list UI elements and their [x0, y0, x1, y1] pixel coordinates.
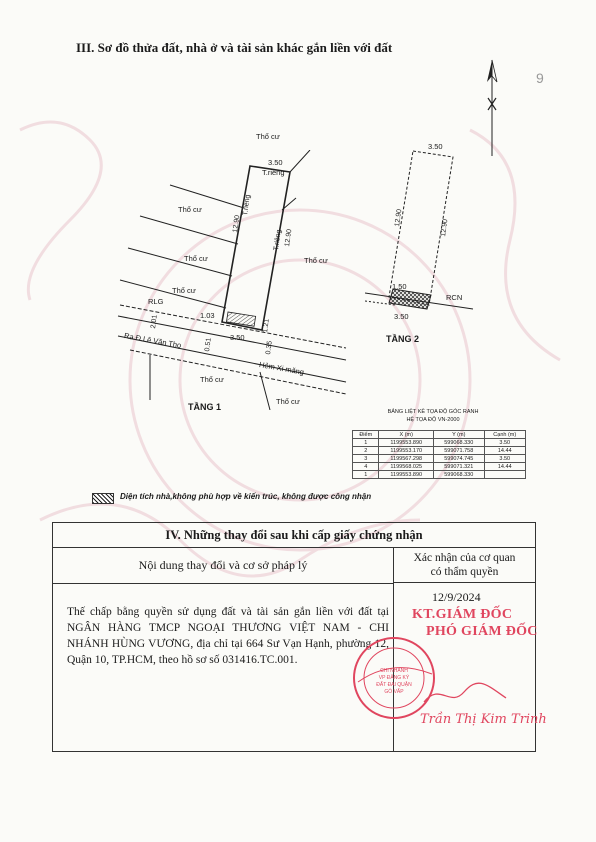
f2-dim-right-label: 12.90 — [440, 218, 450, 237]
position-title-line2: PHÓ GIÁM ĐỐC — [426, 624, 538, 639]
table-row — [353, 447, 526, 455]
confirmation-date: 12/9/2024 — [432, 590, 481, 604]
coord-cell: 599071.321 — [433, 463, 484, 471]
coord-table-title-line2: HỆ TỌA ĐỘ VN-2000 — [406, 417, 460, 423]
coord-table-header — [353, 431, 526, 439]
section-4-title: IV. Những thay đổi sau khi cấp giấy chứng nhận — [53, 523, 535, 548]
signer-name: Trần Thị Kim Trinh — [420, 712, 547, 727]
neighbor-bottom-right-label: Thổ cư — [276, 397, 300, 406]
section-3-title: III. Sơ đồ thửa đất, nhà ở và tài sản khác gắn liền với đất — [76, 40, 393, 55]
coord-cell: 599068.330 — [433, 439, 484, 447]
neighbor-left-3-label: Thổ cư — [172, 286, 196, 295]
f2-dim-bottom-label: 3.50 — [394, 312, 409, 321]
dim-0-51-label: 0.51 — [204, 337, 213, 352]
coord-header-cell: X (m) — [379, 431, 434, 439]
confirmation-column-header — [394, 547, 535, 583]
f2-dim-1-50-label: 1.50 — [392, 282, 407, 291]
floor2-label: TẦNG 2 — [386, 334, 420, 344]
table-row — [353, 471, 526, 479]
coord-cell: 3.50 — [484, 439, 525, 447]
stamp-text-line2: VP ĐĂNG KÝ — [378, 675, 410, 681]
stamp-text-line4: GÒ VẤP — [384, 689, 404, 695]
confirmation-header-line1: Xác nhận của cơ quan — [413, 552, 516, 564]
dim-1-03-label: 1.03 — [200, 311, 215, 320]
floor1-plot-diagram — [110, 150, 360, 410]
dim-0-35-label: 0.35 — [265, 340, 274, 355]
t-rieng-top-label: T.riêng — [262, 168, 285, 177]
coord-table-title — [368, 408, 498, 424]
coord-cell: 599071.758 — [433, 447, 484, 455]
coord-cell: 1199553.890 — [379, 471, 434, 479]
t-rieng-mid-label: T.riêng — [242, 194, 252, 216]
signature-mark — [420, 680, 510, 710]
neighbor-right-label: Thổ cư — [304, 256, 328, 265]
dim-bottom-label: 3.50 — [230, 333, 245, 342]
coord-cell: 3 — [353, 455, 379, 463]
coord-cell: 14.44 — [484, 447, 525, 455]
alley-label: Hẻm Xi măng — [258, 360, 305, 377]
coord-cell: 2 — [353, 447, 379, 455]
dim-left-label: 12.90 — [232, 214, 242, 233]
coord-header-cell: Cạnh (m) — [484, 431, 525, 439]
coord-table — [352, 430, 526, 479]
coord-cell: 14.44 — [484, 463, 525, 471]
rlg-label: RLG — [148, 297, 164, 306]
coord-cell: 1199567.298 — [379, 455, 434, 463]
stamp-text-line1: CHI NHÁNH — [380, 668, 408, 674]
street-label: Ra Đ.Lê Văn Thọ — [123, 331, 182, 350]
coord-cell: 1199553.170 — [379, 447, 434, 455]
dim-right-label: 12.90 — [284, 228, 294, 247]
dim-1-21-label: 1.21 — [262, 318, 271, 333]
coord-cell: 4 — [353, 463, 379, 471]
neighbor-bottom-left-label: Thổ cư — [200, 375, 224, 384]
changes-column-header: Nội dung thay đổi và cơ sở pháp lý — [53, 547, 394, 584]
floor1-label: TẦNG 1 — [188, 402, 222, 412]
coord-cell: 1199553.890 — [379, 439, 434, 447]
table-row — [353, 455, 526, 463]
north-arrow-icon — [480, 58, 504, 158]
t-rieng-right-label: T.riêng — [273, 229, 283, 251]
dim-2-01-label: 2.01 — [150, 314, 159, 329]
f2-dim-top-label: 3.50 — [428, 142, 443, 151]
table-row — [353, 439, 526, 447]
neighbor-left-1-label: Thổ cư — [178, 205, 202, 214]
coord-cell: 599074.745 — [433, 455, 484, 463]
coord-cell: 3.50 — [484, 455, 525, 463]
stamp-text-line3: ĐẤT ĐAI QUẬN — [376, 682, 412, 688]
coord-cell: 1 — [353, 439, 379, 447]
confirmation-header-line2: có thẩm quyền — [430, 566, 499, 578]
coord-cell: 1 — [353, 471, 379, 479]
coord-header-cell: Điểm — [353, 431, 379, 439]
f2-dim-left-label: 12.90 — [394, 208, 404, 227]
legend-text: Diện tích nhà,không phù hợp về kiến trúc, không được công nhận — [120, 492, 372, 501]
rcn-label: RCN — [446, 293, 463, 302]
neighbor-left-2-label: Thổ cư — [184, 254, 208, 263]
coord-header-cell: Y (m) — [433, 431, 484, 439]
legend-hatch-swatch — [92, 493, 114, 504]
coord-cell: 599068.330 — [433, 471, 484, 479]
coord-table-title-line1: BẢNG LIỆT KÊ TỌA ĐỘ GÓC RANH — [387, 409, 479, 415]
coord-cell — [484, 471, 525, 479]
table-row — [353, 463, 526, 471]
change-content-text: Thế chấp bằng quyền sử dụng đất và tài sản gắn liền với đất tại NGÂN HÀNG TMCP NGOẠI THƯƠNG VIỆT NAM - CHI NHÁNH HÙNG VƯƠNG, địa chỉ tại 664 Sư Vạn Hạnh, phường 12, Quận 10, TP.HCM, theo hồ sơ số 031416.TC.001. — [67, 606, 389, 666]
changes-content-cell — [53, 584, 394, 751]
coord-cell: 1199568.025 — [379, 463, 434, 471]
neighbor-top-label: Thổ cư — [256, 132, 280, 141]
dim-top-label: 3.50 — [268, 158, 283, 167]
page-number: 9 — [536, 70, 544, 86]
position-title-line1: KT.GIÁM ĐỐC — [412, 607, 513, 622]
